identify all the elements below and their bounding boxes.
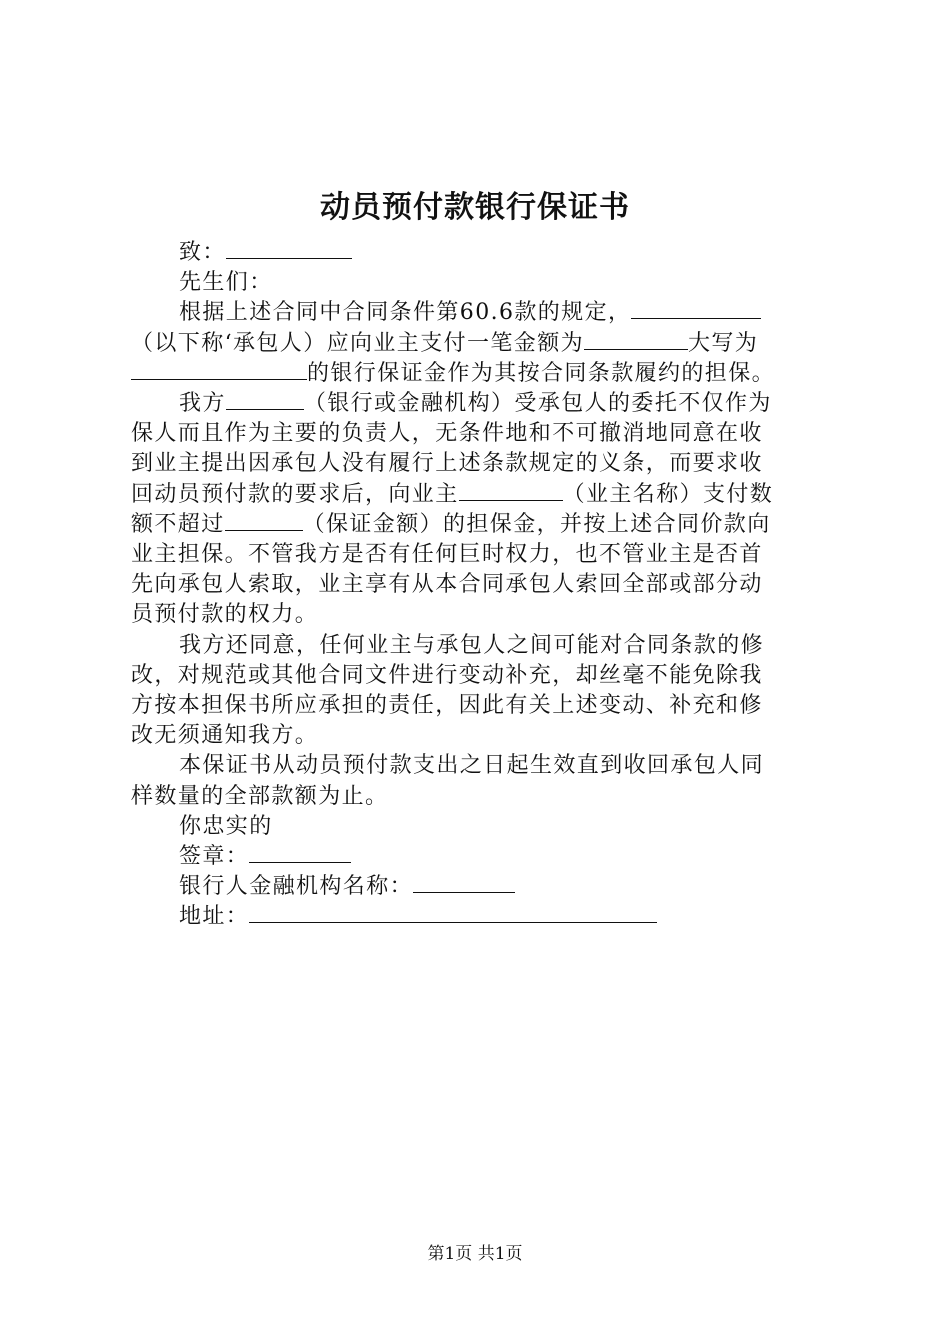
paragraph-1-text-2a: （以下称‘承包人）应向业主支付一笔金额为 <box>131 330 584 356</box>
signature-label: 签章： <box>179 844 250 870</box>
bank-name-label: 银行人金融机构名称： <box>179 874 414 900</box>
paragraph-3-line-4: 改无须通知我方。 <box>131 723 319 749</box>
paragraph-2-line-6: 业主担保。不管我方是否有任何巨时权力，也不管业主是否首 <box>131 542 763 568</box>
guarantee-amount-blank <box>225 510 303 531</box>
paragraph-1-text-1: 根据上述合同中合同条件第60.6款的规定， <box>179 300 632 326</box>
paragraph-2-text-5a: 额不超过 <box>131 511 225 537</box>
contractor-name-blank <box>631 298 761 319</box>
paragraph-2-line-1 <box>131 389 831 419</box>
paragraph-1-line-2 <box>131 329 831 359</box>
signature-blank <box>249 842 351 863</box>
paragraph-4-line-1: 本保证书从动员预付款支出之日起生效直到收回承包人同 <box>179 753 765 779</box>
address-label: 地址： <box>179 904 250 930</box>
paragraph-2-line-3: 到业主提出因承包人没有履行上述条款规定的义条，而要求收 <box>131 451 763 477</box>
page-footer: 第1页 共1页 <box>427 1244 523 1264</box>
signature-line <box>131 842 831 872</box>
paragraph-2-line-8: 员预付款的权力。 <box>131 602 319 628</box>
paragraph-1-line-3 <box>131 359 831 389</box>
paragraph-2-text-1b: （银行或金融机构）受承包人的委托不仅作为 <box>303 391 772 417</box>
document-body <box>131 238 831 933</box>
paragraph-1-line-1 <box>131 298 831 328</box>
paragraph-1-text-3: 的银行保证金作为其按合同条款履约的担保。 <box>307 360 776 386</box>
closing-phrase: 你忠实的 <box>179 813 273 839</box>
paragraph-2-text-1a: 我方 <box>179 391 226 417</box>
paragraph-2-line-7: 先向承包人索取，业主享有从本合同承包人索回全部或部分动 <box>131 572 763 598</box>
bank-name-line <box>131 872 831 902</box>
paragraph-4-line-2: 样数量的全部款额为止。 <box>131 783 389 809</box>
paragraph-2-line-2: 保人而且作为主要的负责人，无条件地和不可撤消地同意在收 <box>131 421 763 447</box>
bank-institution-blank <box>413 872 515 893</box>
paragraph-2-line-5 <box>131 510 831 540</box>
paragraph-2-line-4 <box>131 480 831 510</box>
recipient-blank <box>226 238 352 259</box>
paragraph-2-text-4a: 回动员预付款的要求后，向业主 <box>131 481 459 507</box>
paragraph-1-text-2b: 大写为 <box>688 330 759 356</box>
amount-blank <box>584 329 688 350</box>
owner-name-blank <box>459 480 563 501</box>
address-line <box>131 902 831 932</box>
salutation-to-label: 致： <box>179 240 226 265</box>
salutation-sir: 先生们： <box>179 270 273 296</box>
paragraph-3-line-3: 方按本担保书所应承担的责任，因此有关上述变动、补充和修 <box>131 693 763 719</box>
amount-in-words-blank <box>131 359 307 380</box>
paragraph-3-line-2: 改，对规范或其他合同文件进行变动补充，却丝毫不能免除我 <box>131 662 763 688</box>
salutation-to-line <box>131 238 831 268</box>
bank-name-blank <box>226 389 304 410</box>
paragraph-3-line-1: 我方还同意，任何业主与承包人之间可能对合同条款的修 <box>179 632 765 658</box>
address-blank <box>249 902 657 923</box>
paragraph-2-text-5b: （保证金额）的担保金，并按上述合同价款向 <box>302 511 771 537</box>
paragraph-2-text-4b: （业主名称）支付数 <box>562 481 774 507</box>
document-title: 动员预付款银行保证书 <box>320 190 630 225</box>
